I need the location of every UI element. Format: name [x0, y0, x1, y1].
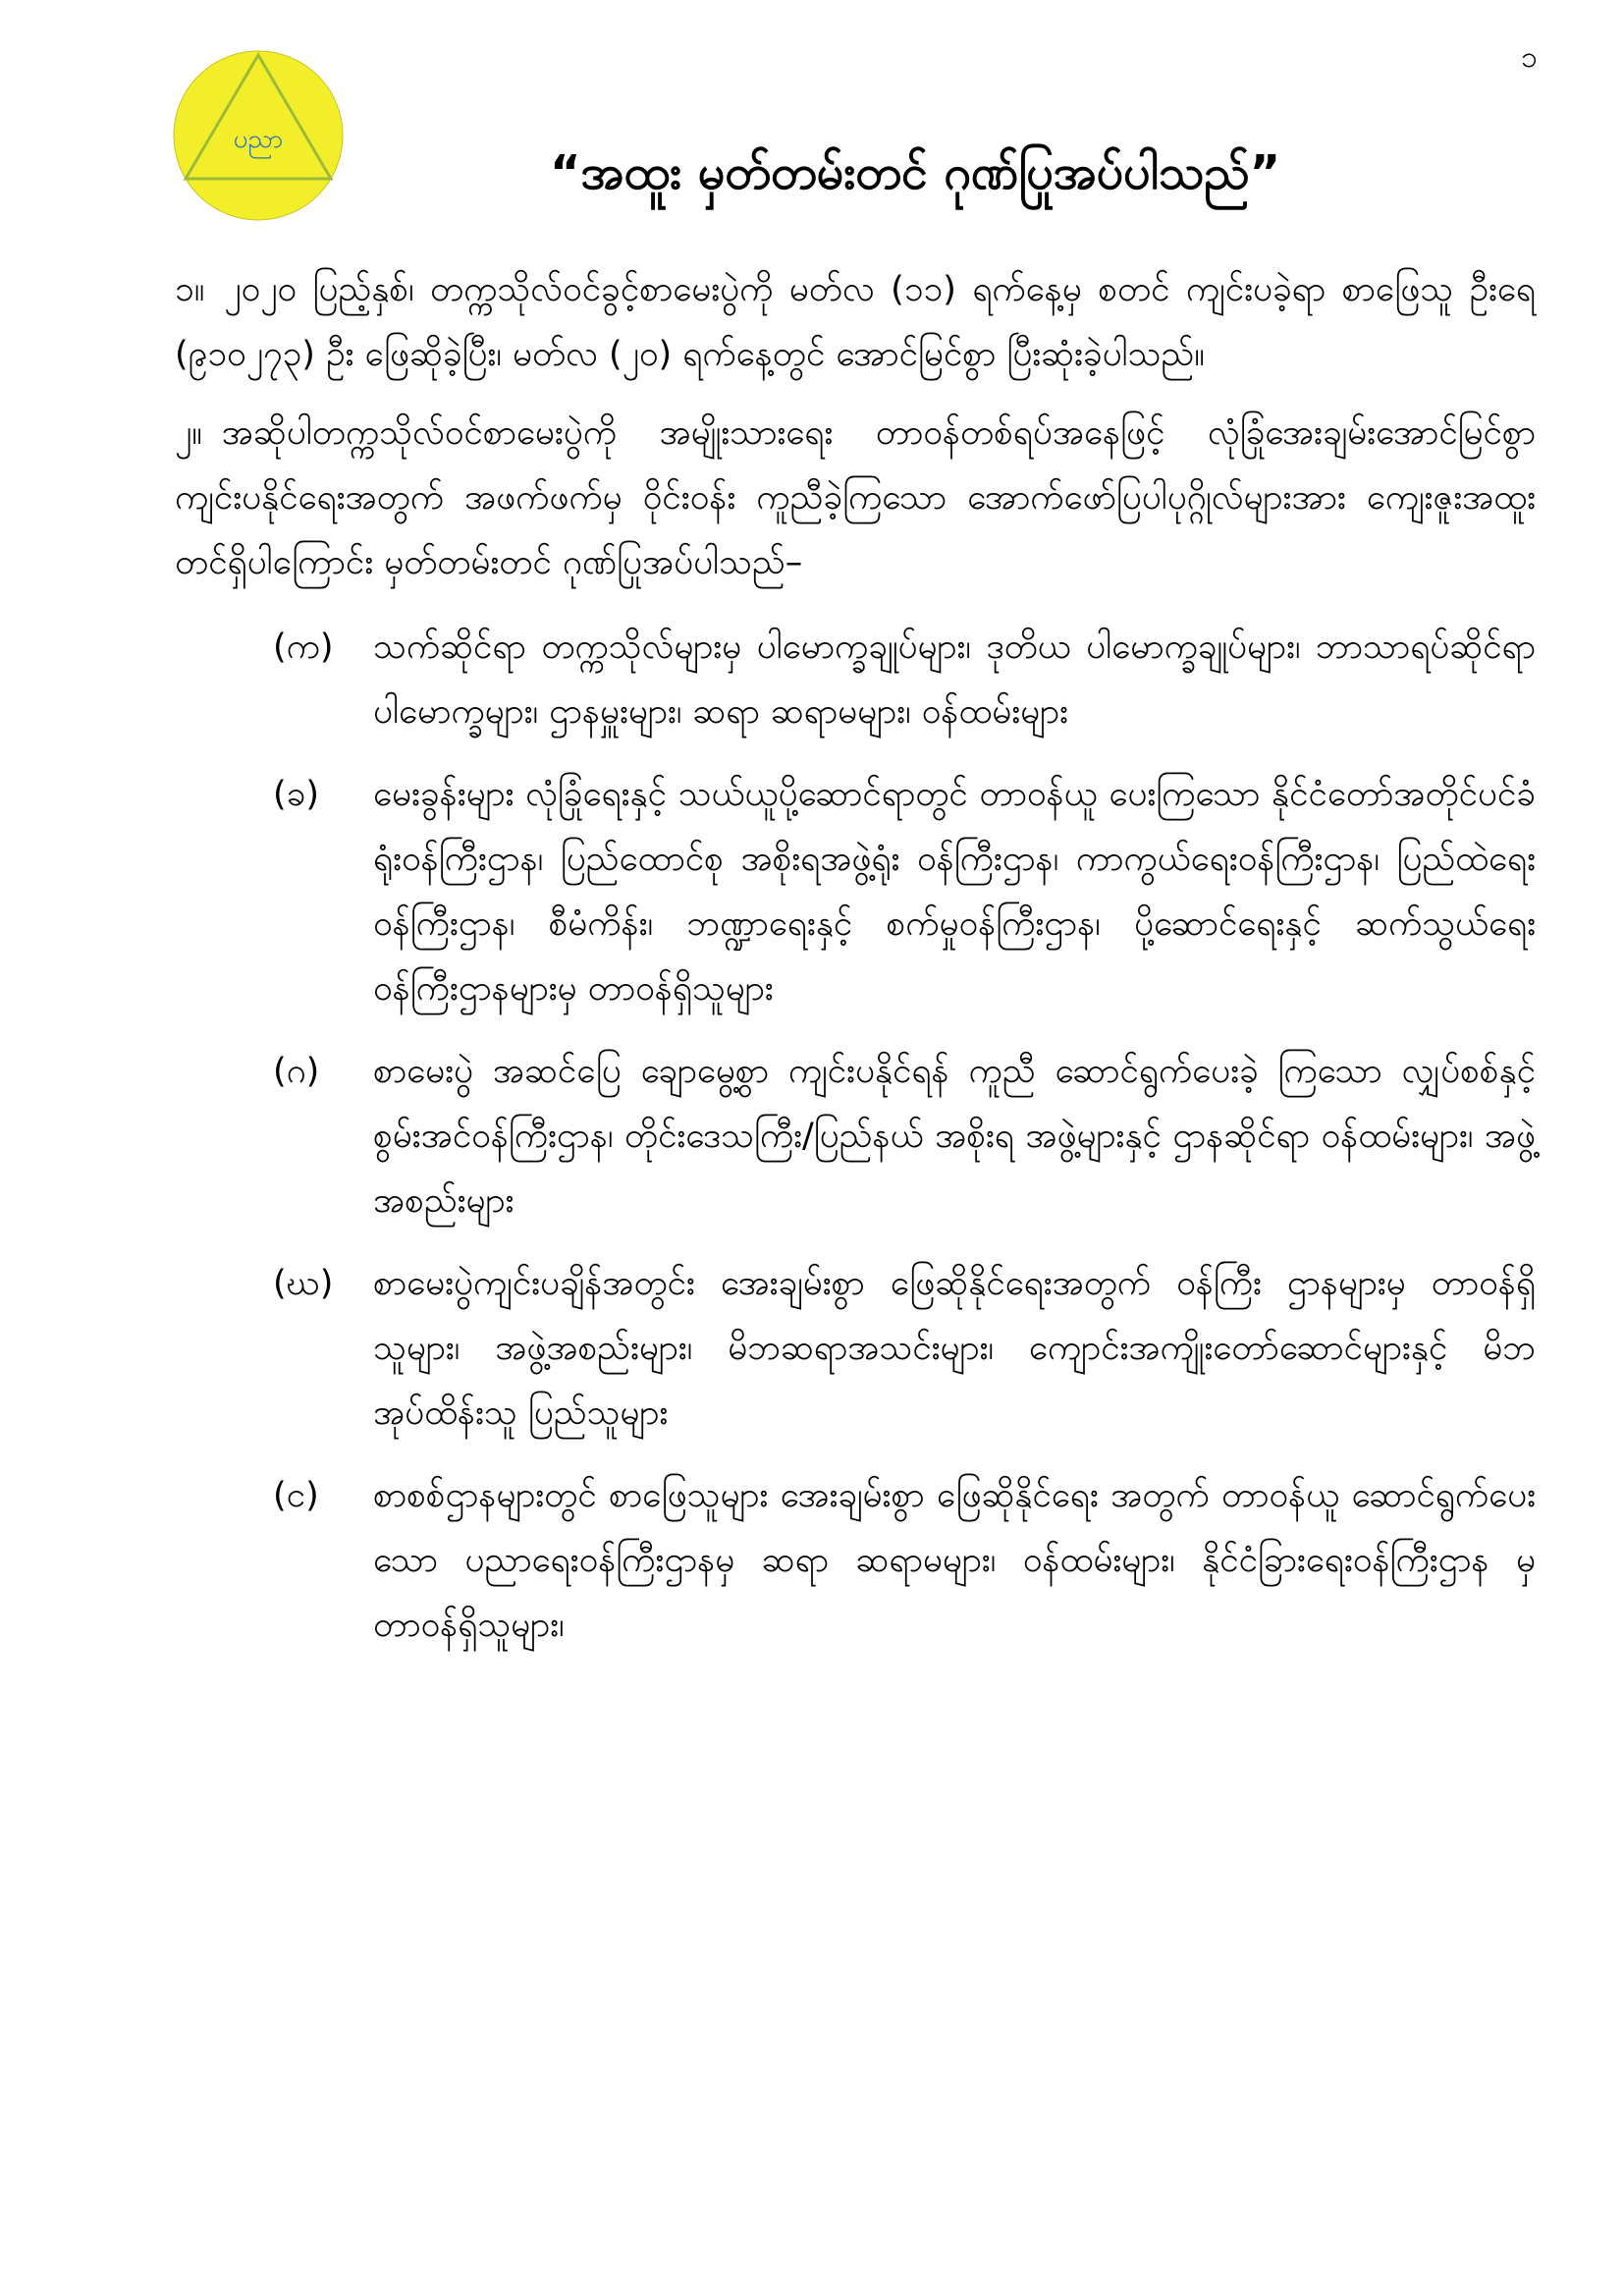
list-item-text: မေးခွန်းများ လုံခြုံရေးနှင့် သယ်ယူပို့ဆောင်ရာတွင် တာဝန်ယူ ပေးကြသော နိုင်ငံတော်အတိုင်ပင်ခံရုံးဝန်ကြီးဌာန၊ ပြည်ထောင်စု အစိုးရအဖွဲ့ရုံး ဝန်ကြီးဌာန၊ ကာကွယ်ရေးဝန်ကြီးဌာန၊ ပြည်ထဲရေး ဝန်ကြီးဌာန၊ စီမံကိန်း၊ ဘဏ္ဍာရေးနှင့် စက်မှုဝန်ကြီးဌာန၊ ပို့ဆောင်ရေးနှင့် ဆက်သွယ်ရေး ဝန်ကြီးဌာနများမှ တာဝန်ရှိသူများ	[373, 775, 1536, 1009]
paragraph-1	[175, 257, 1536, 387]
acknowledgement-list	[175, 615, 1536, 1658]
logo-text: ပညာ	[233, 125, 284, 154]
list-item-text: စာစစ်ဌာနများတွင် စာဖြေသူများ အေးချမ်းစွာ ဖြေဆိုနိုင်ရေး အတွက် တာဝန်ယူ ဆောင်ရွက်ပေးသော ပညာရေးဝန်ကြီးဌာနမှ ဆရာ ဆရာမများ၊ ဝန်ထမ်းများ၊ နိုင်ငံခြားရေးဝန်ကြီးဌာန မှ တာဝန်ရှိသူများ၊	[373, 1476, 1536, 1645]
paragraph-2	[175, 401, 1536, 595]
list-item-text: စာမေးပွဲကျင်းပချိန်အတွင်း အေးချမ်းစွာ ဖြေဆိုနိုင်ရေးအတွက် ဝန်ကြီး ဌာနများမှ တာဝန်ရှိသူများ၊ အဖွဲ့အစည်းများ၊ မိဘဆရာအသင်းများ၊ ကျောင်းအကျိုးတော်ဆောင်များနှင့် မိဘ အုပ်ထိန်းသူ ပြည်သူများ	[373, 1264, 1536, 1433]
list-item	[175, 1251, 1536, 1446]
list-item-text: သက်ဆိုင်ရာ တက္ကသိုလ်များမှ ပါမောက္ခချုပ်များ၊ ဒုတိယ ပါမောက္ခချုပ်များ၊ ဘာသာရပ်ဆိုင်ရာ ပါမောက္ခများ၊ ဌာနမှူးများ၊ ဆရာ ဆရာမများ၊ ဝန်ထမ်းများ	[373, 628, 1536, 732]
list-item-text: စာမေးပွဲ အဆင်ပြေ ချောမွေ့စွာ ကျင်းပနိုင်ရန် ကူညီ ဆောင်ရွက်ပေးခဲ့ ကြသော လျှပ်စစ်နှင့်စွမ်းအင်ဝန်ကြီးဌာန၊ တိုင်းဒေသကြီး/ပြည်နယ် အစိုးရ အဖွဲ့များနှင့် ဌာနဆိုင်ရာ ဝန်ထမ်းများ၊ အဖွဲ့အစည်းများ	[373, 1052, 1536, 1221]
list-item	[175, 1463, 1536, 1658]
paragraph-number: ၁။	[175, 270, 205, 309]
document-body	[175, 257, 1536, 1675]
paragraph-text: ၂၀၂၀ ပြည့်နှစ်၊ တက္ကသိုလ်ဝင်ခွင့်စာမေးပွဲကို မတ်လ (၁၁) ရက်နေ့မှ စတင် ကျင်းပခဲ့ရာ စာဖြေသူ ဦးရေ (၉၁၀၂၇၃) ဦး ဖြေဆိုခဲ့ပြီး၊ မတ်လ (၂၀) ရက်နေ့တွင် အောင်မြင်စွာ ပြီးဆုံးခဲ့ပါသည်။	[175, 270, 1536, 374]
page-title: “အထူး မှတ်တမ်းတင် ဂုဏ်ပြုအပ်ပါသည်”	[550, 145, 1281, 200]
logo-emblem	[172, 49, 345, 222]
paragraph-number: ၂။	[175, 413, 202, 453]
logo	[172, 49, 345, 222]
list-item	[175, 1039, 1536, 1233]
list-item	[175, 762, 1536, 1021]
list-marker: (က)	[273, 628, 334, 667]
list-marker: (င)	[273, 1476, 319, 1515]
paragraph-text: အဆိုပါတက္ကသိုလ်ဝင်စာမေးပွဲကို အမျိုးသားရေး တာဝန်တစ်ရပ်အနေဖြင့် လုံခြုံအေးချမ်းအောင်မြင်စွာ ကျင်းပနိုင်ရေးအတွက် အဖက်ဖက်မှ ဝိုင်းဝန်း ကူညီခဲ့ကြသော အောက်ဖော်ပြပါပုဂ္ဂိုလ်များအား ကျေးဇူးအထူးတင်ရှိပါကြောင်း မှတ်တမ်းတင် ဂုဏ်ပြုအပ်ပါသည်–	[175, 413, 1536, 582]
list-marker: (ဃ)	[273, 1264, 334, 1303]
page-number: ၁	[1521, 40, 1538, 75]
list-marker: (ခ)	[273, 775, 319, 814]
list-marker: (ဂ)	[273, 1052, 320, 1091]
list-item	[175, 615, 1536, 744]
